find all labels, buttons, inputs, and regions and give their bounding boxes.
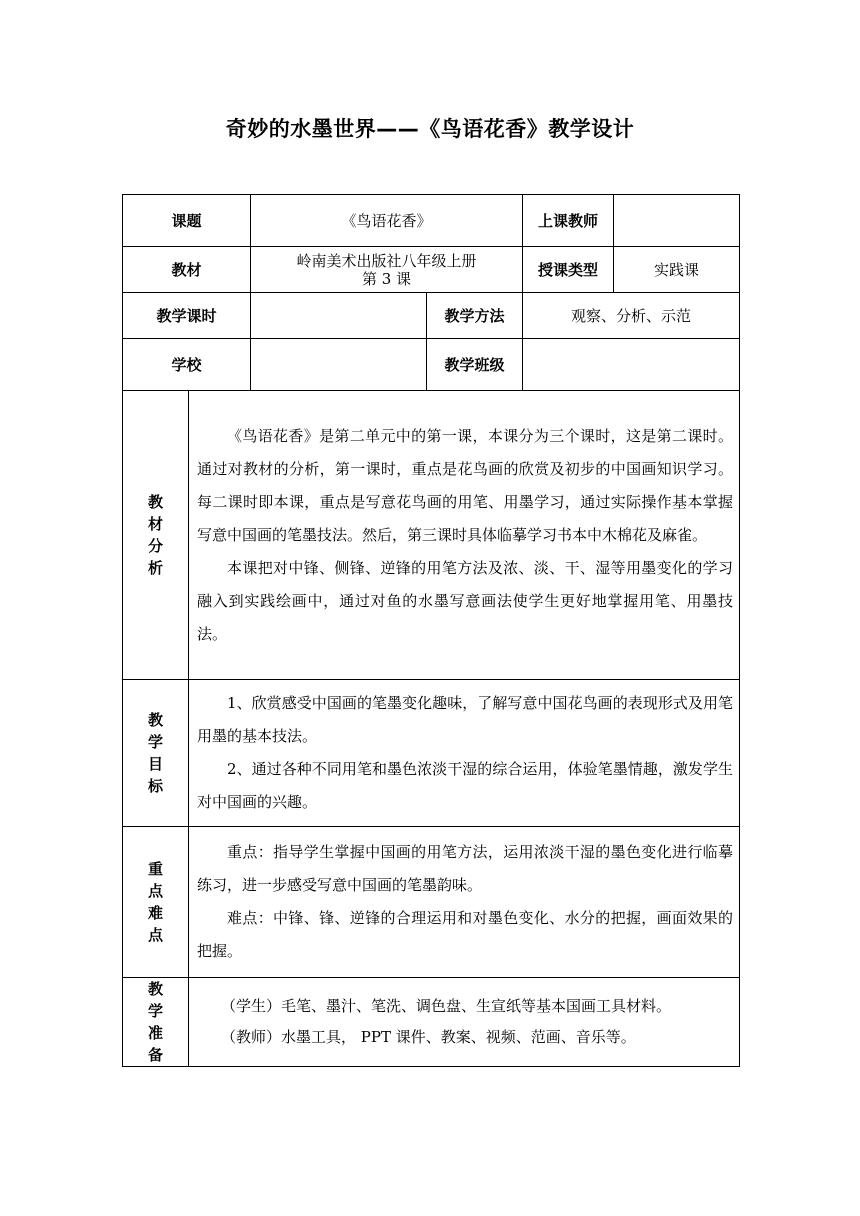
method-value: 观察、分析、示范 (523, 293, 740, 339)
keypoints-label-cell (123, 827, 189, 978)
prep-paragraph-1: （学生）毛笔、墨汁、笔洗、调色盘、生宣纸等基本国画工具材料。 (221, 997, 672, 1015)
material-value-line2: 第 3 课 (361, 269, 412, 288)
material-label: 教材 (123, 247, 251, 293)
hours-label: 教学课时 (123, 293, 251, 339)
teacher-value (614, 195, 740, 247)
goals-label: 教学目标 (147, 711, 163, 795)
material-value-line1: 岭南美术出版社八年级上册 (296, 251, 477, 270)
method-label: 教学方法 (427, 293, 523, 339)
material-value (251, 247, 523, 293)
analysis-content (189, 391, 740, 680)
row-topic (123, 195, 740, 247)
goals-paragraph-1: 1、欣赏感受中国画的笔墨变化趣味，了解写意中国花鸟画的表现形式及用笔用墨的基本技法。 (197, 694, 734, 745)
class-value (523, 339, 740, 391)
keypoints-content (189, 827, 740, 978)
row-goals (123, 680, 740, 827)
keypoints-paragraph-1: 重点：指导学生掌握中国画的用笔方法，运用浓淡干湿的墨色变化进行临摹练习，进一步感受写意中国画的笔墨韵味。 (197, 843, 734, 894)
hours-value (251, 293, 427, 339)
topic-value: 《鸟语花香》 (251, 195, 523, 247)
row-material (123, 247, 740, 293)
analysis-paragraph-1: 《鸟语花香》是第二单元中的第一课，本课分为三个课时，这是第二课时。通过对教材的分析，第一课时，重点是花鸟画的欣赏及初步的中国画知识学习。每二课时即本课，重点是写意花鸟画的用笔、用墨学习，通过实际操作基本掌握写意中国画的笔墨技法。然后，第三课时具体临摹学习书本中木棉花及麻雀。 (197, 426, 734, 544)
lesson-plan-table (122, 194, 739, 1067)
row-analysis (123, 391, 740, 680)
row-prep (123, 978, 740, 1067)
class-label: 教学班级 (427, 339, 523, 391)
prep-label: 教学准备 (147, 980, 163, 1064)
topic-label: 课题 (123, 195, 251, 247)
row-hours (123, 293, 740, 339)
school-label: 学校 (123, 339, 251, 391)
keypoints-paragraph-2: 难点：中锋、锋、逆锋的合理运用和对墨色变化、水分的把握，画面效果的把握。 (197, 909, 734, 960)
analysis-paragraph-2: 本课把对中锋、侧锋、逆锋的用笔方法及浓、淡、干、湿等用墨变化的学习融入到实践绘画中，通过对鱼的水墨写意画法使学生更好地掌握用笔、用墨技法。 (197, 558, 734, 643)
page-title: 奇妙的水墨世界——《鸟语花香》教学设计 (225, 117, 635, 141)
type-value: 实践课 (614, 247, 740, 293)
prep-label-cell (123, 978, 189, 1067)
keypoints-label: 重点难点 (147, 860, 163, 944)
analysis-label: 教材分析 (147, 493, 163, 577)
prep-content (189, 978, 740, 1067)
row-keypoints (123, 827, 740, 978)
goals-label-cell (123, 680, 189, 827)
goals-content (189, 680, 740, 827)
type-label: 授课类型 (523, 247, 614, 293)
row-school (123, 339, 740, 391)
prep-paragraph-2: （教师）水墨工具， PPT 课件、教案、视频、范画、音乐等。 (221, 1028, 636, 1046)
goals-paragraph-2: 2、通过各种不同用笔和墨色浓淡干湿的综合运用，体验笔墨情趣，激发学生对中国画的兴趣。 (197, 760, 734, 811)
teacher-label: 上课教师 (523, 195, 614, 247)
analysis-label-cell (123, 391, 189, 680)
school-value (251, 339, 427, 391)
